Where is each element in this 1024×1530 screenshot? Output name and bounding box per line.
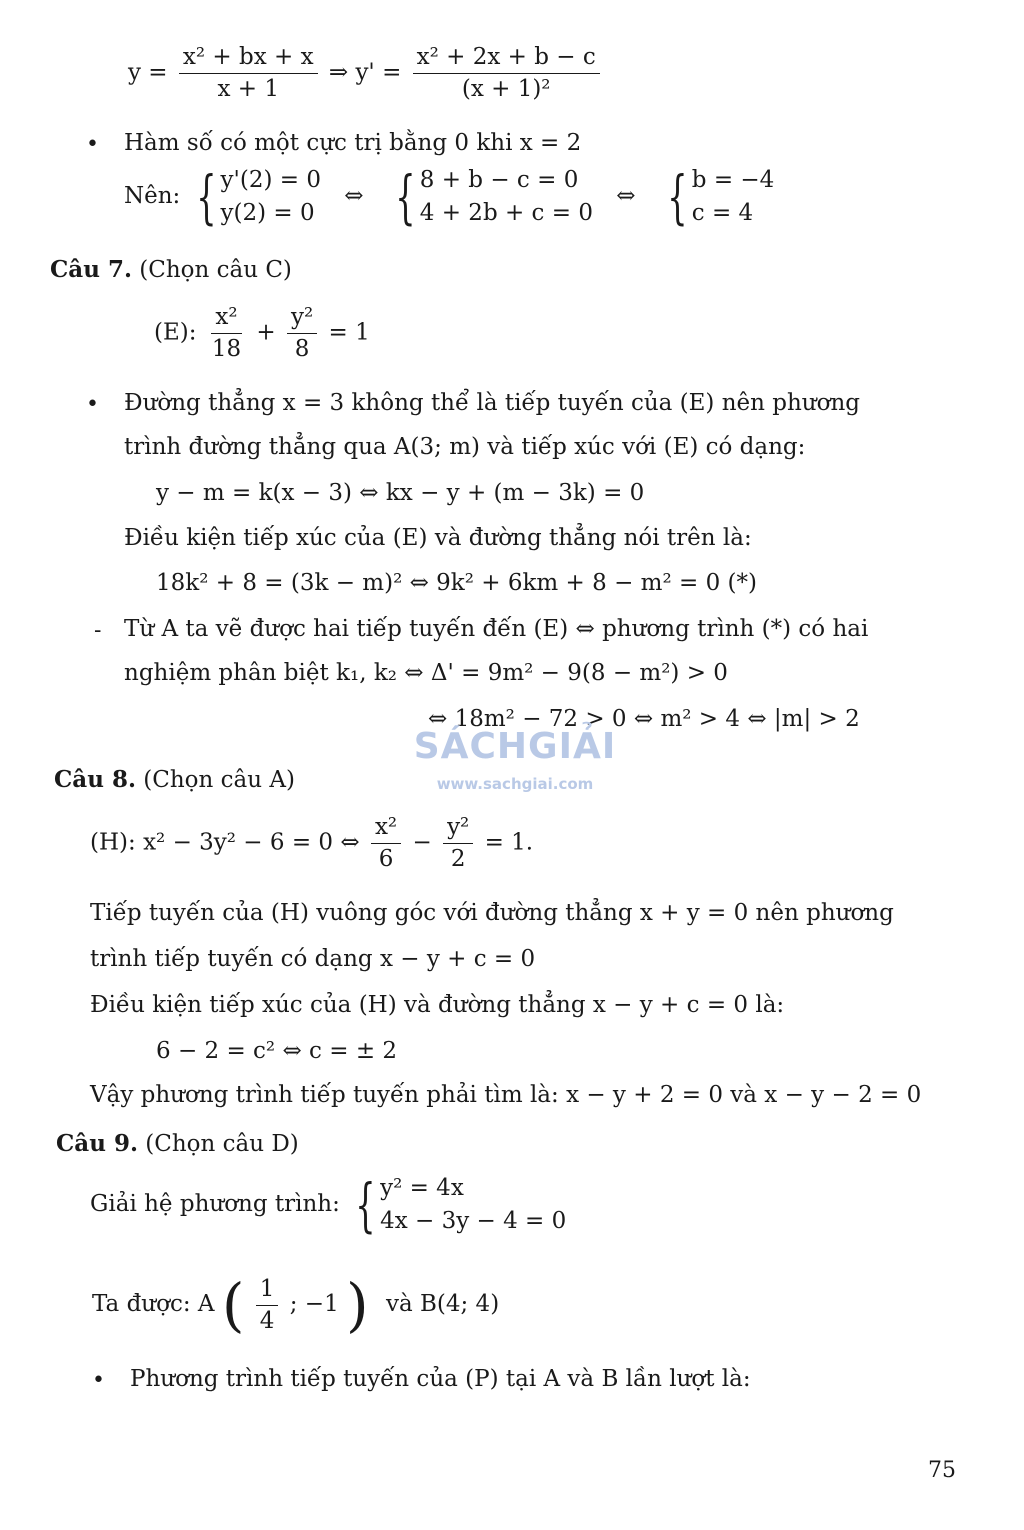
system-row: c = 4 <box>691 200 754 226</box>
hyperbola-equation <box>90 816 533 871</box>
paragraph-line: Điều kiện tiếp xúc của (H) và đường thẳng x − y + c = 0 là: <box>90 992 785 1018</box>
paragraph-line: trình tiếp tuyến có dạng x − y + c = 0 <box>90 946 536 972</box>
system-row: y'(2) = 0 <box>220 167 321 193</box>
paragraph-line: Từ A ta vẽ được hai tiếp tuyến đến (E) ⇔ phương trình (*) có hai <box>124 616 869 642</box>
fraction-numerator: x² + bx + x <box>179 46 318 74</box>
paragraph-line: Đường thẳng x = 3 không thể là tiếp tuyến của (E) nên phương <box>124 390 860 416</box>
question-9-heading <box>56 1132 299 1156</box>
paragraph-line: Phương trình tiếp tuyến của (P) tại A và B lần lượt là: <box>130 1366 751 1392</box>
system-b <box>387 163 593 231</box>
fraction-denominator: 6 <box>378 846 394 872</box>
bullet-icon: • <box>92 1368 105 1393</box>
paragraph-line: Điều kiện tiếp xúc của (E) và đường thẳng nói trên là: <box>124 525 752 551</box>
plus-sign: + <box>256 319 276 346</box>
brace-icon: { <box>667 163 688 231</box>
implies-yprime: ⇒ y' = <box>328 59 402 86</box>
fraction-y <box>179 46 318 101</box>
paragraph-line: Tiếp tuyến của (H) vuông góc với đường thẳng x + y = 0 nên phương <box>90 900 894 926</box>
fraction-yprime <box>413 46 600 101</box>
ellipse-label: (E): <box>154 319 197 346</box>
equation-line: 18k² + 8 = (3k − m)² ⇔ 9k² + 6km + 8 − m² = 0 (*) <box>156 570 757 596</box>
fraction-numerator: y² <box>443 816 473 844</box>
then-label: Nên: <box>124 183 181 209</box>
equivalent-sign: ⇔ <box>616 183 636 209</box>
system-a <box>188 163 321 231</box>
watermark <box>410 726 620 793</box>
hyperbola-label: (H): x² − 3y² − 6 = 0 ⇔ <box>90 829 360 856</box>
fraction-x <box>371 816 401 871</box>
question-label: Câu 7. <box>50 256 132 283</box>
fraction-numerator: x² + 2x + b − c <box>413 46 600 74</box>
answer-choice: (Chọn câu C) <box>139 257 292 283</box>
answer-choice: (Chọn câu D) <box>145 1131 299 1157</box>
fraction-denominator: (x + 1)² <box>461 76 551 102</box>
answer-choice: (Chọn câu A) <box>143 767 295 793</box>
system-c <box>659 163 775 231</box>
solve-system <box>90 1171 567 1239</box>
fraction-denominator: 4 <box>259 1307 275 1334</box>
system-row: 8 + b − c = 0 <box>419 167 579 193</box>
fraction-numerator: x² <box>211 306 241 334</box>
question-label: Câu 8. <box>54 766 136 793</box>
ellipse-equation <box>154 306 370 361</box>
paragraph-line: nghiệm phân biệt k₁, k₂ ⇔ Δ' = 9m² − 9(8 − m²) > 0 <box>124 660 728 686</box>
fraction-denominator: 2 <box>450 846 466 872</box>
equation-rhs: = 1 <box>328 319 370 346</box>
fraction-denominator: 8 <box>294 336 310 362</box>
system-equivalence <box>124 163 775 231</box>
watermark-url: www.sachgiai.com <box>436 775 594 793</box>
question-8-heading <box>54 768 295 792</box>
points-result <box>92 1271 500 1339</box>
equation-line: ⇔ 18m² − 72 > 0 ⇔ m² > 4 ⇔ |m| > 2 <box>428 706 860 732</box>
solve-label: Giải hệ phương trình: <box>90 1191 340 1217</box>
system-row: 4 + 2b + c = 0 <box>419 200 593 226</box>
point-coordinate: ; −1 <box>289 1291 339 1317</box>
system-p9 <box>347 1171 567 1239</box>
brace-icon: { <box>195 163 217 231</box>
y-label: y = <box>128 59 168 86</box>
brace-icon: { <box>395 163 416 231</box>
right-paren-icon: ) <box>346 1271 369 1339</box>
fraction-y <box>443 816 473 871</box>
extremum-statement: Hàm số có một cực trị bằng 0 khi x = 2 <box>124 130 582 156</box>
point-b: và B(4; 4) <box>385 1291 500 1317</box>
system-row: y(2) = 0 <box>220 200 315 226</box>
paragraph-line: trình đường thẳng qua A(3; m) và tiếp xúc với (E) có dạng: <box>124 434 806 460</box>
result-label: Ta được: A <box>92 1291 215 1317</box>
left-paren-icon: ( <box>221 1271 245 1339</box>
paragraph-line: Vậy phương trình tiếp tuyến phải tìm là: x − y + 2 = 0 và x − y − 2 = 0 <box>90 1082 922 1108</box>
page-number: 75 <box>928 1458 956 1483</box>
bullet-icon: • <box>86 132 99 157</box>
fraction-y <box>287 306 317 361</box>
fraction-quarter <box>256 1275 279 1334</box>
fraction-denominator: 18 <box>211 336 242 362</box>
bullet-icon: • <box>86 392 99 417</box>
fraction-numerator: y² <box>287 306 317 334</box>
question-label: Câu 9. <box>56 1130 138 1157</box>
question-7-heading <box>50 258 292 282</box>
fraction-numerator: 1 <box>256 1278 279 1306</box>
dash-icon: - <box>94 618 102 643</box>
fraction-x <box>208 306 245 361</box>
equation-rhs: = 1. <box>484 829 534 856</box>
watermark-logo: SÁCHGIẢI <box>413 726 617 767</box>
system-row: 4x − 3y − 4 = 0 <box>380 1208 567 1234</box>
fraction-denominator: x + 1 <box>217 76 279 102</box>
brace-icon: { <box>355 1171 376 1239</box>
system-row: b = −4 <box>691 167 775 193</box>
equation-line: 6 − 2 = c² ⇔ c = ± 2 <box>156 1038 398 1064</box>
fraction-numerator: x² <box>371 816 401 844</box>
minus-sign: − <box>412 829 432 856</box>
equation-line: y − m = k(x − 3) ⇔ kx − y + (m − 3k) = 0 <box>156 480 645 506</box>
system-row: y² = 4x <box>380 1175 464 1201</box>
equivalent-sign: ⇔ <box>344 183 364 209</box>
derivative-equation <box>128 46 604 101</box>
